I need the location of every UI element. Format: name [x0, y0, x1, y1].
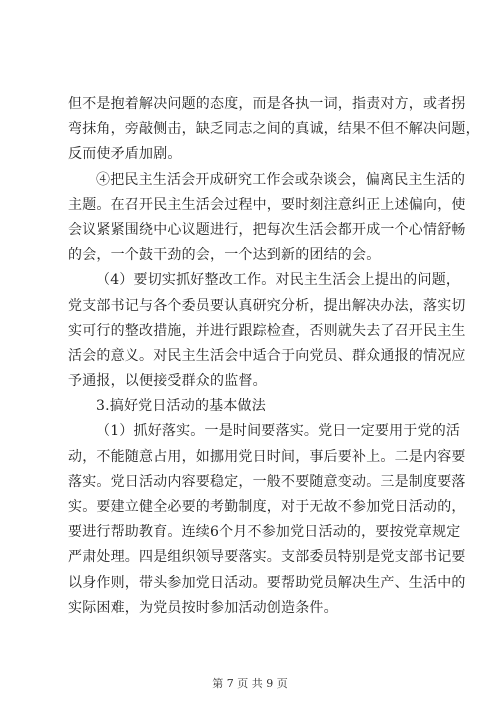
text-line: 活会的意义。对民主生活会中适合于向党员、群众通报的情况应 — [68, 347, 466, 364]
text-line: 实可行的整改措施，并进行跟踪检查，否则就失去了召开民主生 — [68, 322, 466, 339]
document-body — [68, 92, 480, 621]
text-line: 要进行帮助教育。连续6个月不参加党日活动的，要按党章规定 — [68, 524, 461, 541]
text-line: 予通报，以便接受群众的监督。 — [68, 373, 267, 390]
text-line: 动，不能随意占用，如挪用党日时间，事后要补上。二是内容要 — [68, 448, 466, 465]
text-line: 但不是抱着解决问题的态度，而是各执一词，指责对方，或者拐 — [68, 96, 466, 112]
text-line: 落实。党日活动内容要稳定，一般不要随意变动。三是制度要落 — [68, 473, 466, 490]
text-line: 实际困难，为党员按时参加活动创造条件。 — [68, 599, 338, 616]
text-line: （4）要切实抓好整改工作。对民主生活会上提出的问题， — [96, 272, 461, 289]
text-line: 以身作则，带头参加党日活动。要帮助党员解决生产、生活中的 — [68, 574, 466, 591]
page-footer: 第 7 页 共 9 页 — [212, 677, 288, 690]
text-line: 主题。在召开民主生活会过程中，要时刻注意纠正上述偏向，使 — [68, 196, 466, 213]
text-line: 会议紧紧围绕中心议题进行，把每次生活会都开成一个心情舒畅 — [68, 221, 466, 238]
text-line: 的会，一个鼓干劲的会，一个达到新的团结的会。 — [68, 247, 381, 264]
text-line: 实。要建立健全必要的考勤制度，对于无故不参加党日活动的， — [68, 499, 466, 515]
text-line: ④把民主生活会开成研究工作会或杂谈会，偏离民主生活的 — [96, 171, 466, 188]
section-heading: 3.搞好党日活动的基本做法 — [96, 398, 266, 415]
text-line: 党支部书记与各个委员要认真研究分析，提出解决办法，落实切 — [68, 297, 466, 314]
text-line: 反而使矛盾加剧。 — [68, 146, 182, 163]
text-line: （1）抓好落实。一是时间要落实。党日一定要用于党的活 — [96, 423, 461, 440]
text-line: 严肃处理。四是组织领导要落实。支部委员特别是党支部书记要 — [68, 549, 466, 566]
text-line: 弯抹角，旁敲侧击，缺乏同志之间的真诚，结果不但不解决问题， — [68, 121, 480, 138]
